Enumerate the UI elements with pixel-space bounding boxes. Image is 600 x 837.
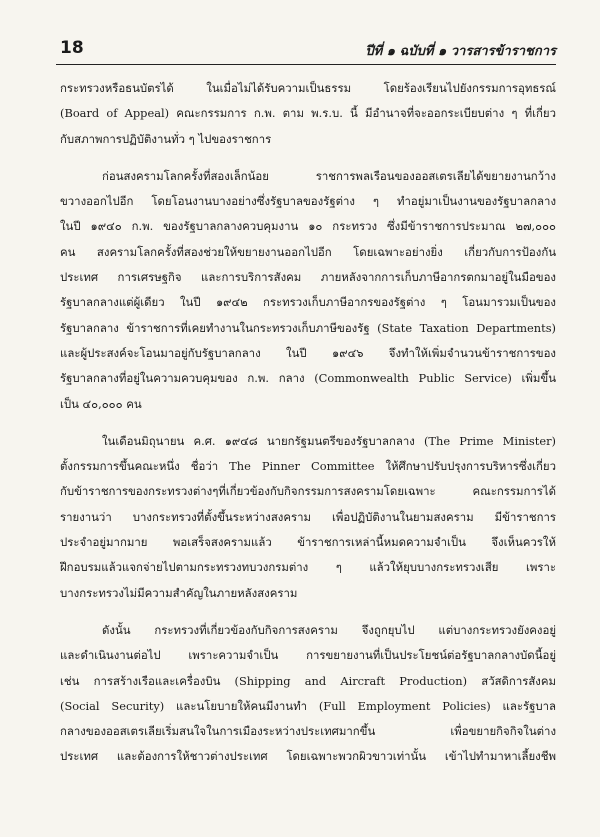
text-line: ประเทศ การเศรษฐกิจ และการบริการสังคม ภายหลังจากการเก็บภาษีอากรตกมาอยู่ในมือของ (60, 270, 556, 285)
body-text (60, 76, 556, 770)
text-line: กระทรวงหรือธนบัตรได้ ในเมื่อไม่ได้รับความเป็นธรรม โดยร้องเรียนไปยังกรรมการอุทธรณ์ (60, 81, 556, 95)
text-line: กับสภาพการปฏิบัติงานทั่ว ๆ ไปของราชการ (60, 131, 272, 146)
paragraph-gap (60, 606, 556, 618)
running-head: ปีที่ ๑ ฉบับที่ ๑ วารสารข้าราชการ (365, 44, 556, 59)
text-line: รัฐบาลกลางแต่ผู้เดียว ในปี ๑๙๔๒ กระทรวงเก็บภาษีอากรของรัฐต่าง ๆ โอนมารวมเป็นของ (60, 295, 556, 310)
text-line: ขวางออกไปอีก โดยโอนงานบางอย่างซึ่งรัฐบาลของรัฐต่าง ๆ ทำอยู่มาเป็นงานของรัฐบาลกลาง (60, 194, 556, 209)
text-line: รัฐบาลกลางที่อยู่ในความควบคุมของ ก.พ. กลาง (Commonwealth Public Service) เพิ่มขึ้น (60, 371, 556, 386)
text-line: เช่น การสร้างเรือและเครื่องบิน (Shipping and Aircraft Production) สวัสดิการสังคม (60, 673, 556, 688)
text-line: และผู้ประสงค์จะโอนมาอยู่กับรัฐบาลกลาง ในปี ๑๙๔๖ จึงทำให้เพิ่มจำนวนข้าราชการของ (60, 345, 556, 360)
text-line: ในปี ๑๙๔๐ ก.พ. ของรัฐบาลกลางควบคุมงาน ๑๐ กระทรวง ซึ่งมีข้าราชการประมาณ ๒๗,๐๐๐ (60, 219, 556, 234)
text-line: ตั้งกรรมการขึ้นคณะหนึ่ง ชื่อว่า The Pinner Committee ให้ศึกษาปรับปรุงการบริหารซึ่งเกี่ยว (60, 459, 556, 474)
text-line: บางกระทรวงไม่มีความสำคัญในภายหลังสงคราม (60, 585, 298, 600)
paragraph (60, 429, 556, 606)
paragraph-gap (60, 417, 556, 429)
text-line: (Board of Appeal) คณะกรรมการ ก.พ. ตาม พ.ร.บ. นี้ มีอำนาจที่จะออกระเบียบต่าง ๆ ที่เกี่ยว (60, 106, 556, 121)
page-number: 18 (60, 38, 84, 58)
paragraph-gap (60, 152, 556, 164)
text-line: คน สงครามโลกครั้งที่สองช่วยให้ขยายงานออกไปอีก โดยเฉพาะอย่างยิ่ง เกี่ยวกับการป้องกัน (60, 244, 556, 259)
text-line: ประจำอยู่มากมาย พอเสร็จสงครามแล้ว ข้าราชการเหล่านี้หมดความจำเป็น จึงเห็นควรให้ (60, 535, 556, 550)
paragraph (60, 164, 556, 417)
header-rule (56, 64, 556, 65)
page-header (60, 38, 556, 64)
text-line: ฝึกอบรมแล้วแจกจ่ายไปตามกระทรวงทบวงกรมต่าง ๆ แล้วให้ยุบบางกระทรวงเสีย เพราะ (60, 560, 556, 575)
text-line: และดำเนินงานต่อไป เพราะความจำเป็น การขยายงานที่เป็นประโยชน์ต่อรัฐบาลกลางบัดนี้อยู่ (60, 648, 556, 663)
text-line: เป็น ๔๐,๐๐๐ คน (60, 396, 142, 411)
paragraph (60, 76, 556, 152)
text-line: รายงานว่า บางกระทรวงที่ตั้งขึ้นระหว่างสงคราม เพื่อปฏิบัติงานในยามสงคราม มีข้าราชการ (60, 509, 556, 524)
text-line: กลางของออสเตรเลียเริ่มสนใจในการเมืองระหว่างประเทศมากขึ้น เพื่อขยายกิจกิจในต่าง (60, 724, 556, 739)
text-line: ดังนั้น กระทรวงที่เกี่ยวข้องกับกิจการสงคราม จึงถูกยุบไป แต่บางกระทรวงยังคงอยู่ (102, 622, 556, 637)
text-line: ในเดือนมิถุนายน ค.ศ. ๑๙๔๘ นายกรัฐมนตรีของรัฐบาลกลาง (The Prime Minister) (102, 433, 556, 448)
text-line: รัฐบาลกลาง ข้าราชการที่เคยทำงานในกระทรวงเก็บภาษีของรัฐ (State Taxation Departments) (60, 320, 556, 335)
text-line: ประเทศ และต้องการให้ชาวต่างประเทศ โดยเฉพาะพวกผิวขาวเท่านั้น เข้าไปทำมาหาเลี้ยงชีพ (60, 749, 556, 764)
text-line: ก่อนสงครามโลกครั้งที่สองเล็กน้อย ราชการพลเรือนของออสเตรเลียได้ขยายงานกว้าง (102, 168, 556, 183)
text-line: (Social Security) และนโยบายให้คนมีงานทำ (Full Employment Policies) และรัฐบาล (60, 698, 556, 713)
text-line: กับข้าราชการของกระทรวงต่างๆที่เกี่ยวข้องกับกิจกรรมการสงครามโดยเฉพาะ คณะกรรมการได้ (60, 484, 556, 499)
paragraph (60, 618, 556, 770)
